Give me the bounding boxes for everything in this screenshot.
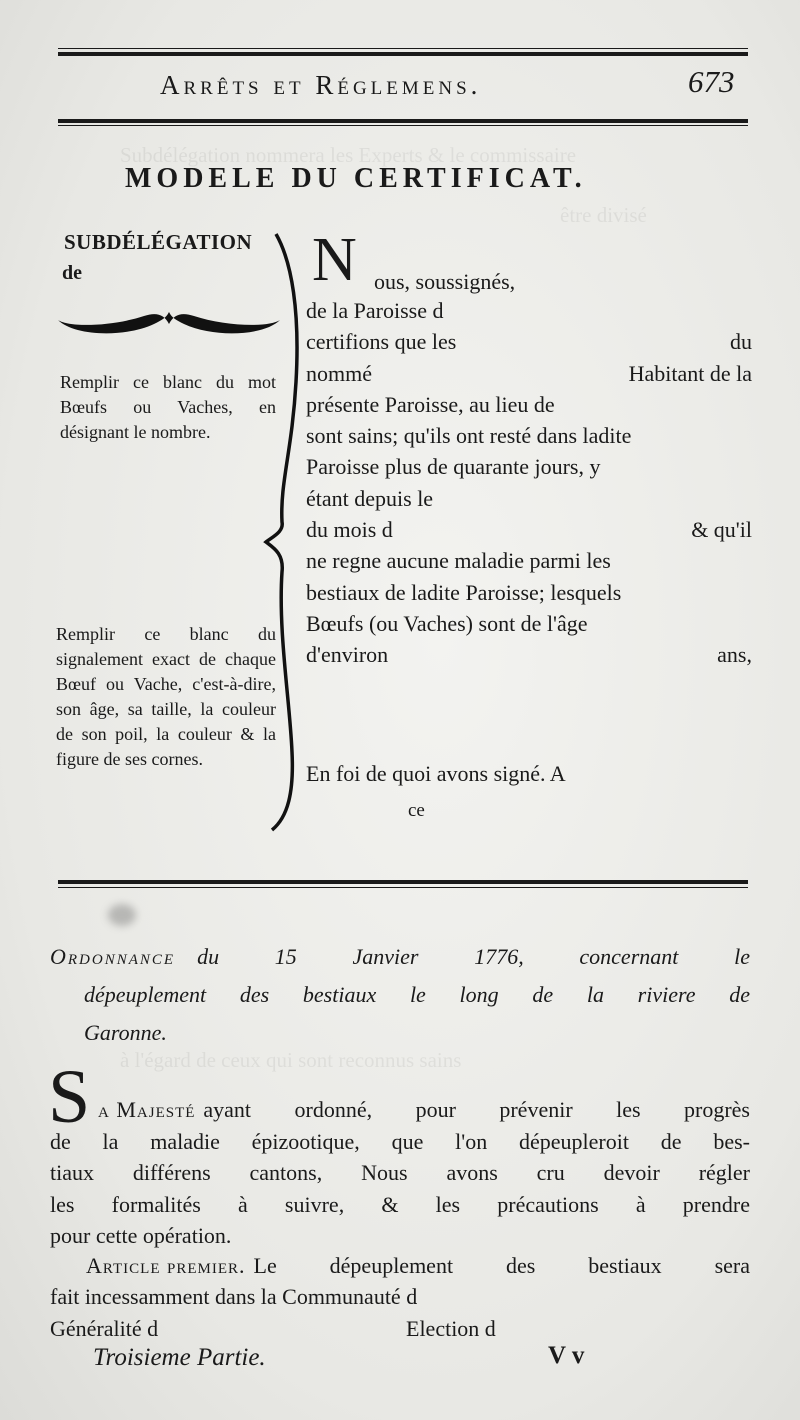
certificate-body [306, 295, 752, 671]
certificate-line [306, 451, 752, 482]
certificate-line-text: présente Paroisse, au lieu de [306, 391, 555, 417]
ordonnance-word: long [459, 982, 499, 1007]
certificate-line [306, 420, 752, 451]
body-paragraph [50, 1126, 750, 1251]
curly-brace [262, 232, 310, 832]
body-first-line-rest: ayant ordonné, pour prévenir les progrès [203, 1097, 750, 1122]
flourish-ornament [54, 306, 284, 346]
article-premier [50, 1250, 750, 1344]
certificate-line-end: Habitant de la [628, 360, 752, 386]
ordonnance-line-3: Garonne. [84, 1020, 167, 1045]
ordonnance-word: la [586, 982, 604, 1007]
header-rule-thick [58, 119, 748, 123]
certificate-line [306, 358, 752, 389]
show-through-text: être divisé [560, 203, 647, 227]
article-first-line-rest: Le dépeuplement des bestiaux sera [253, 1253, 750, 1278]
certificate-line [306, 577, 752, 608]
certificate-line-text: nommé [306, 360, 372, 386]
page-number: 673 [688, 64, 735, 99]
body-drop-cap: S [48, 1055, 91, 1139]
ordonnance-line-1 [50, 938, 750, 976]
certificate-line [306, 608, 752, 639]
header-rule-thin [58, 125, 748, 126]
section-rule-thick [58, 880, 748, 884]
ordonnance-word: 1776, [474, 944, 524, 969]
certificate-closing: En foi de quoi avons signé. A [306, 761, 566, 786]
certificate-line-end: du [730, 329, 752, 355]
footer-signature-mark: V v [548, 1342, 585, 1369]
ordonnance-word: riviere [637, 982, 696, 1007]
show-through-text: Subdélégation nommera les Experts & le commissaire [120, 143, 577, 167]
body-first-line [98, 1094, 750, 1125]
certificate-line [306, 389, 752, 420]
generalite-label: Généralité d [50, 1315, 159, 1341]
certificate-line-text: certifions que les [306, 329, 457, 355]
show-through-text: à l'égard de ceux qui sont reconnus sains [120, 1048, 462, 1072]
certificate-line-text: du mois d [306, 517, 393, 543]
ordonnance-word: de [532, 982, 554, 1007]
ordonnance-word: le [409, 982, 426, 1007]
certificate-first-line: ous, soussignés, [374, 269, 516, 294]
ordonnance-word: le [734, 944, 750, 969]
top-rule-thin [58, 48, 748, 49]
ordonnance-word: des [239, 982, 270, 1007]
body-line: les formalités à suivre, & les précautions à prendre [50, 1191, 750, 1217]
certificate-line-text: Paroisse plus de quarante jours, y [306, 454, 601, 480]
certificate-line-end: & qu'il [691, 517, 752, 543]
certificate-line-text: d'environ [306, 642, 389, 668]
paper-stain [108, 904, 136, 926]
certificate-closing-ce: ce [408, 800, 425, 821]
certificate-line-text: sont sains; qu'ils ont resté dans ladite [306, 423, 632, 449]
ordonnance-word: Janvier [352, 944, 419, 969]
ordonnance-word: bestiaux [302, 982, 377, 1007]
subdelegation-de: de [62, 262, 82, 284]
article-label: Article premier. [86, 1253, 246, 1278]
running-head: Arrêts et Réglemens. [160, 70, 482, 100]
certificate-title: MODELE DU CERTIFICAT. [125, 163, 587, 194]
certificate-line [306, 483, 752, 514]
article-line-2: fait incessamment dans la Communauté d [50, 1284, 418, 1310]
section-rule-thin [58, 887, 748, 888]
body-line: de la maladie épizootique, que l'on dépeupleroit de bes- [50, 1129, 750, 1154]
body-line: tiaux différens cantons, Nous avons cru devoir régler [50, 1160, 750, 1186]
certificate-line-text: Bœufs (ou Vaches) sont de l'âge [306, 610, 588, 636]
certificate-drop-cap: N [312, 226, 357, 294]
ordonnance-heading [50, 938, 750, 1052]
subdelegation-label: SUBDÉLÉGATION [64, 230, 253, 254]
certificate-line-text: bestiaux de ladite Paroisse; lesquels [306, 579, 622, 605]
top-rule-thick [58, 52, 748, 56]
ordonnance-word: du [197, 944, 220, 969]
sa-majeste: a Majesté [98, 1097, 196, 1122]
election-label: Election d [406, 1315, 496, 1341]
certificate-line [306, 545, 752, 576]
certificate-line-text: ne regne aucune maladie parmi les [306, 548, 611, 574]
ordonnance-word: dépeuplement [84, 982, 207, 1007]
margin-note-quantity: Remplir ce blanc du mot Bœufs ou Vaches, en désignant le nombre. [60, 372, 276, 442]
margin-note-description: Remplir ce blanc du signalement exact de chaque Bœuf ou Vache, c'est-à-dire, son âge, sa taille, la couleur de son poil, la couleur & la figure de ses cornes. [56, 624, 276, 769]
ordonnance-word: de [729, 982, 750, 1007]
certificate-line-end: ans, [717, 642, 752, 668]
ordonnance-lead: Ordonnance [50, 944, 176, 969]
body-line: pour cette opération. [50, 1222, 232, 1248]
certificate-line [306, 514, 752, 545]
ordonnance-word: 15 [274, 944, 297, 969]
certificate-line [306, 326, 752, 357]
certificate-line [306, 295, 752, 326]
certificate-line-text: étant depuis le [306, 485, 434, 511]
certificate-line-text: de la Paroisse d [306, 298, 444, 323]
article-line-3 [50, 1313, 750, 1344]
footer-part-title: Troisieme Partie. [93, 1344, 266, 1371]
ordonnance-word: concernant [579, 944, 679, 969]
ordonnance-line-2 [84, 976, 750, 1014]
certificate-line [306, 639, 752, 670]
